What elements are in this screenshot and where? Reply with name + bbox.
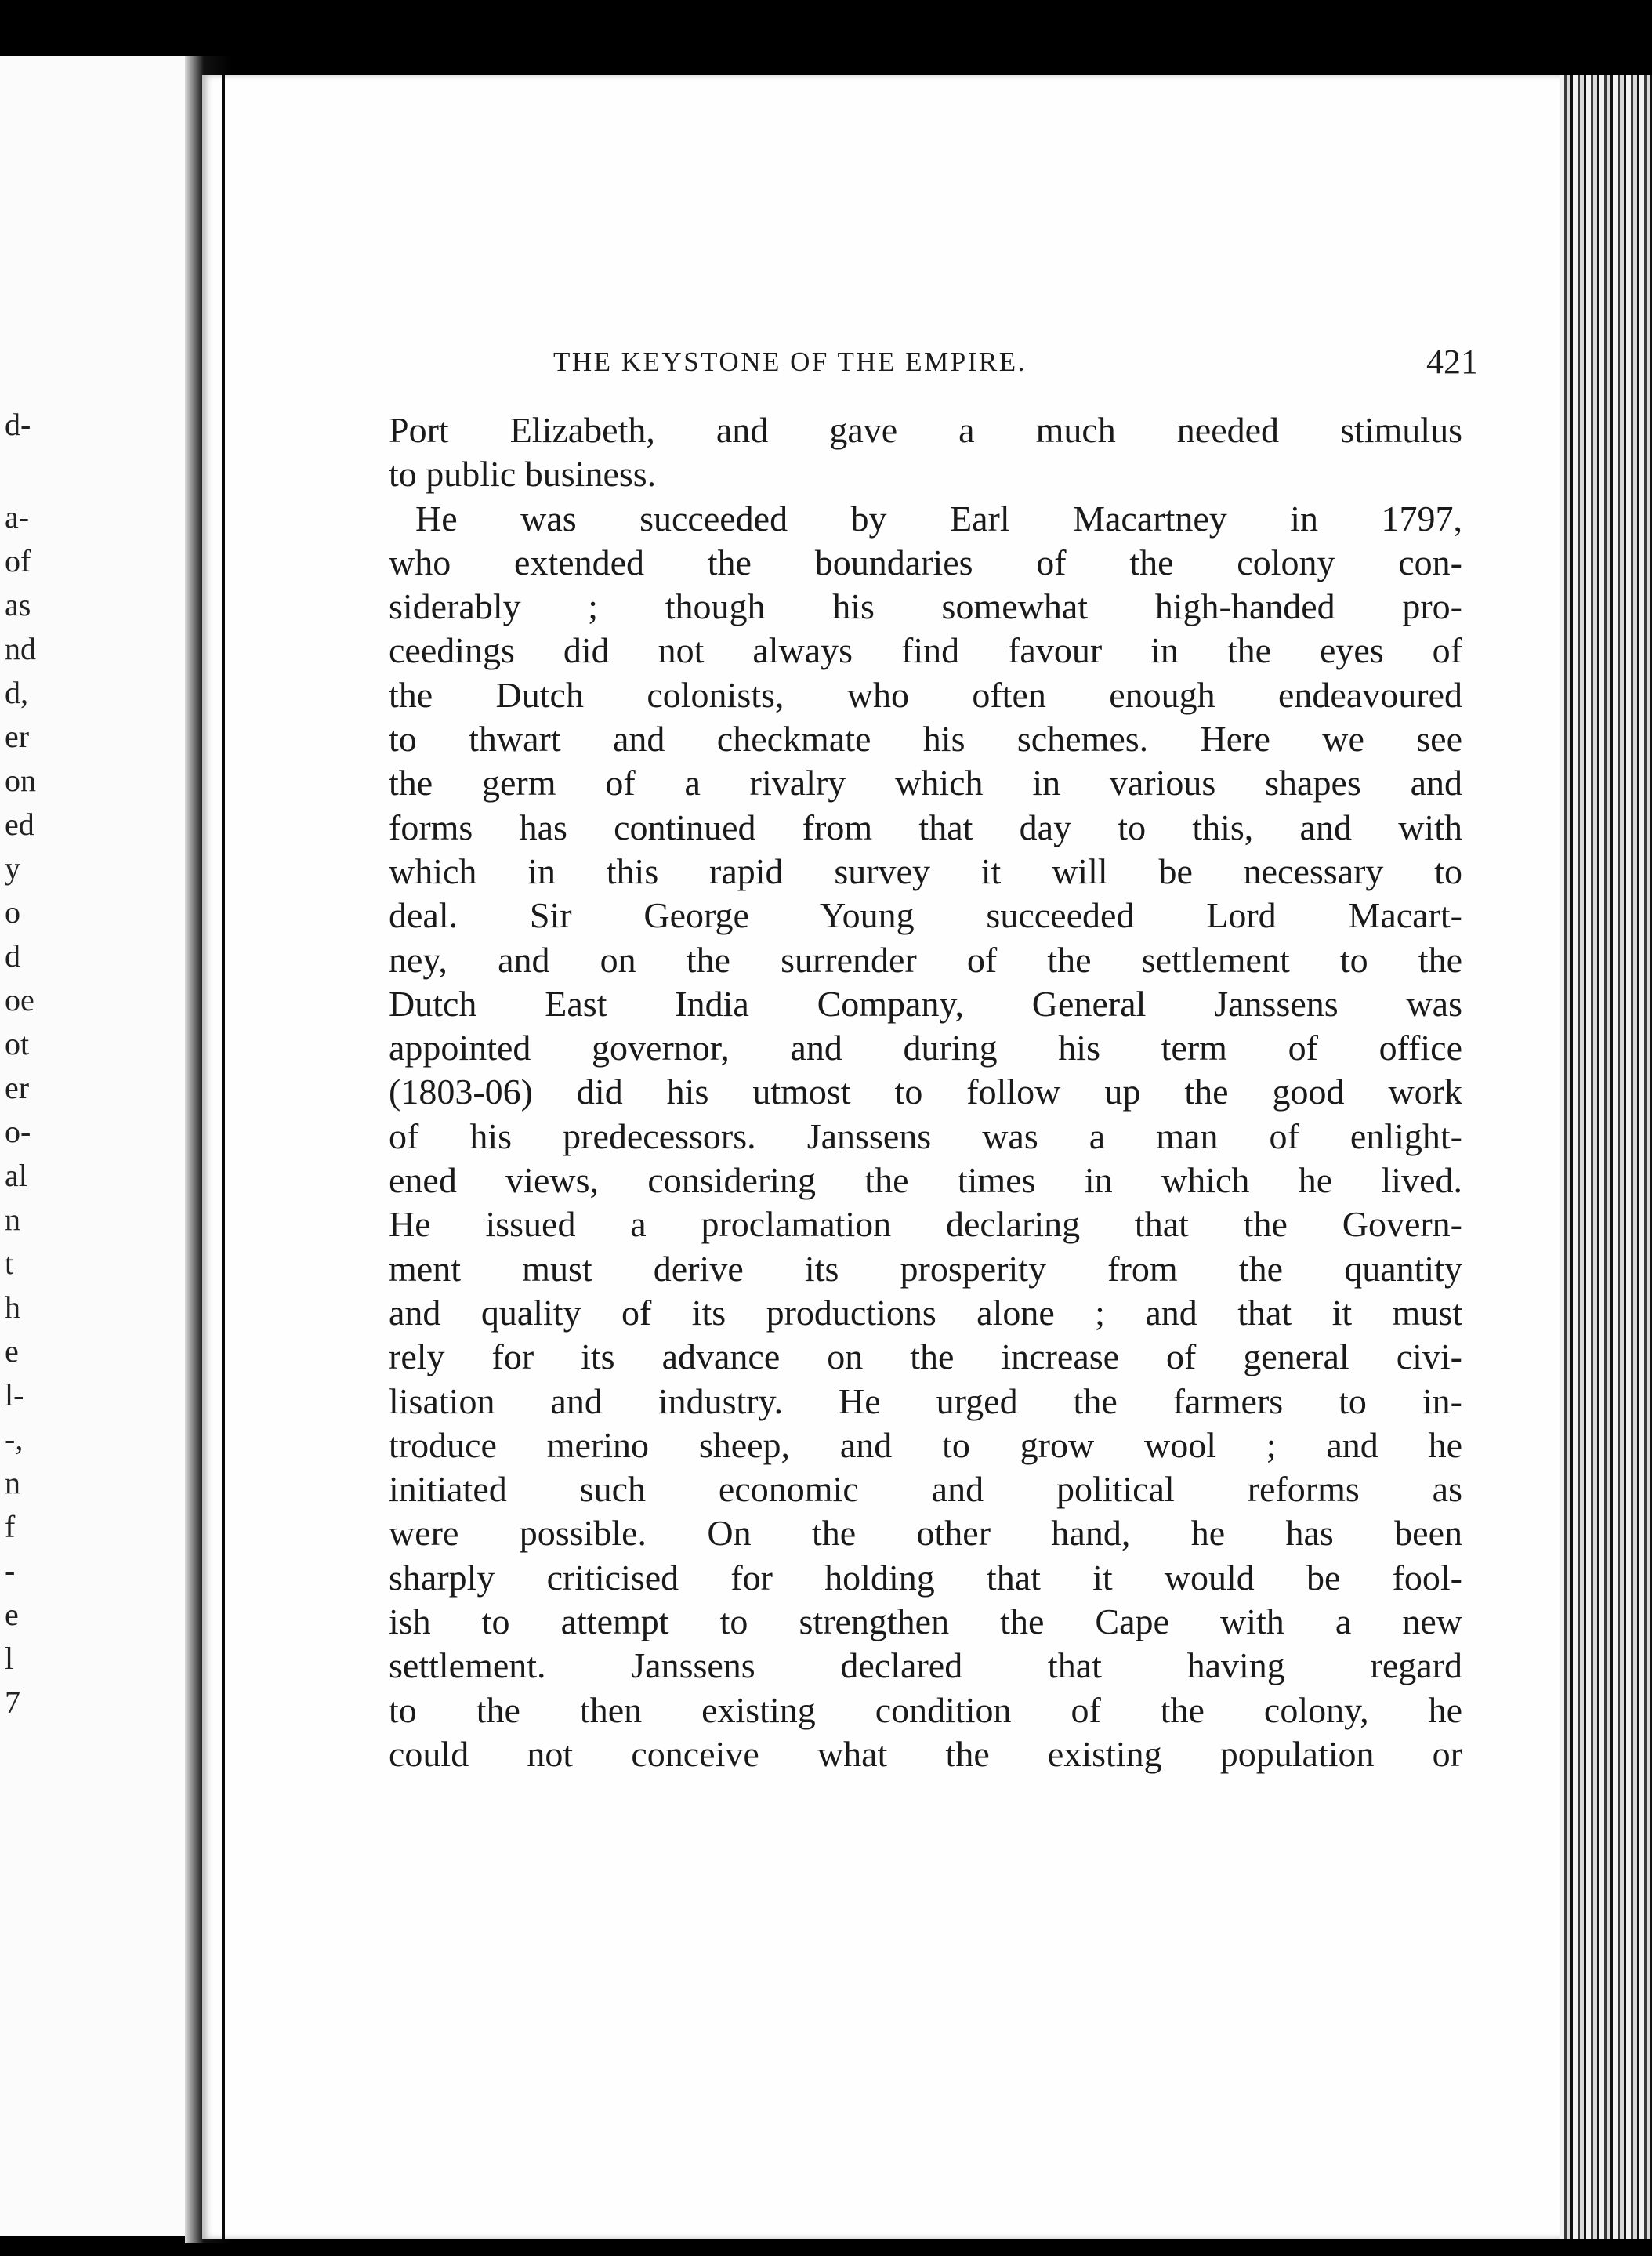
left-fragment: al	[5, 1158, 27, 1193]
left-fragment: of	[5, 543, 31, 579]
text-line: initiated such economic and political reforms as	[389, 1469, 1462, 1510]
left-fragment: f	[5, 1509, 16, 1544]
text-line: deal. Sir George Young succeeded Lord Macart-	[389, 895, 1462, 936]
left-fragment: n	[5, 1465, 20, 1500]
left-fragment: h	[5, 1289, 20, 1325]
text-line: were possible. On the other hand, he has been	[389, 1513, 1462, 1554]
left-fragment: o	[5, 894, 20, 930]
previous-page-text-edge	[0, 56, 197, 2236]
text-line: Port Elizabeth, and gave a much needed stimulus	[389, 410, 1462, 450]
text-line: (1803-06) did his utmost to follow up the good work	[389, 1072, 1462, 1112]
left-fragment: t	[5, 1246, 14, 1281]
text-line: which in this rapid survey it will be necessary to	[389, 851, 1462, 891]
left-fragment: ot	[5, 1026, 30, 1061]
left-fragment: er	[5, 719, 30, 754]
text-line: sharply criticised for holding that it would be fool-	[389, 1557, 1462, 1598]
previous-page-fragment	[0, 56, 197, 2236]
left-fragment: l	[5, 1641, 14, 1676]
left-fragment: 7	[5, 1685, 20, 1720]
book-page	[202, 75, 1566, 2239]
left-fragment: as	[5, 587, 31, 622]
left-fragment: e	[5, 1597, 19, 1632]
left-fragment: y	[5, 851, 20, 886]
left-fragment: er	[5, 1070, 30, 1105]
running-head: THE KEYSTONE OF THE EMPIRE.	[553, 346, 1027, 377]
left-fragment: e	[5, 1333, 19, 1369]
body-text	[389, 408, 1462, 1776]
left-fragment: ed	[5, 807, 34, 842]
page-header	[553, 342, 1478, 397]
text-line: ceedings did not always find favour in the eyes of	[389, 630, 1462, 671]
text-line: rely for its advance on the increase of general civi-	[389, 1337, 1462, 1377]
text-line: forms has continued from that day to this, and with	[389, 807, 1462, 847]
text-line: could not conceive what the existing population or	[389, 1733, 1462, 1774]
left-fragment: oe	[5, 982, 34, 1017]
left-fragment: -,	[5, 1421, 24, 1456]
left-fragment: on	[5, 763, 36, 798]
stacked-page-edges	[1560, 75, 1652, 2239]
text-line: Dutch East India Company, General Janssens was	[389, 983, 1462, 1024]
left-fragment: d,	[5, 675, 28, 710]
text-line: settlement. Janssens declared that having regard	[389, 1645, 1462, 1686]
text-line: siderably ; though his somewhat high-handed pro-	[389, 586, 1462, 627]
text-line: troduce merino sheep, and to grow wool ; and he	[389, 1424, 1462, 1465]
left-fragment: -	[5, 1553, 16, 1588]
left-fragment: n	[5, 1202, 20, 1237]
text-line: who extended the boundaries of the colony con-	[389, 542, 1462, 582]
text-line: lisation and industry. He urged the farmers to in-	[389, 1380, 1462, 1421]
left-fragment: nd	[5, 631, 36, 666]
text-line: ment must derive its prosperity from the quantity	[389, 1248, 1462, 1289]
left-fragment: a-	[5, 499, 30, 535]
text-line: to the then existing condition of the colony, he	[389, 1689, 1462, 1730]
gutter-edge	[222, 75, 225, 2239]
text-line: ney, and on the surrender of the settlement to the	[389, 939, 1462, 980]
text-line: He issued a proclamation declaring that the Govern-	[389, 1204, 1462, 1245]
left-fragment: l-	[5, 1377, 24, 1413]
text-line: to public business.	[389, 454, 657, 495]
left-fragment: d	[5, 938, 20, 974]
text-line: ened views, considering the times in which he lived.	[389, 1160, 1462, 1201]
text-line: to thwart and checkmate his schemes. Here we see	[389, 719, 1462, 760]
left-fragment: o-	[5, 1114, 31, 1149]
text-line: of his predecessors. Janssens was a man of enlight-	[389, 1115, 1462, 1156]
paragraph-start-line: He was succeeded by Earl Macartney in 1797,	[415, 498, 1462, 539]
left-fragment: d-	[5, 407, 31, 442]
text-line: and quality of its productions alone ; and that it must	[389, 1292, 1462, 1333]
text-line: appointed governor, and during his term of office	[389, 1028, 1462, 1068]
page-number: 421	[1426, 343, 1478, 381]
text-line: the Dutch colonists, who often enough endeavoured	[389, 674, 1462, 715]
text-line: the germ of a rivalry which in various shapes and	[389, 763, 1462, 803]
text-line: ish to attempt to strengthen the Cape with a new	[389, 1601, 1462, 1642]
